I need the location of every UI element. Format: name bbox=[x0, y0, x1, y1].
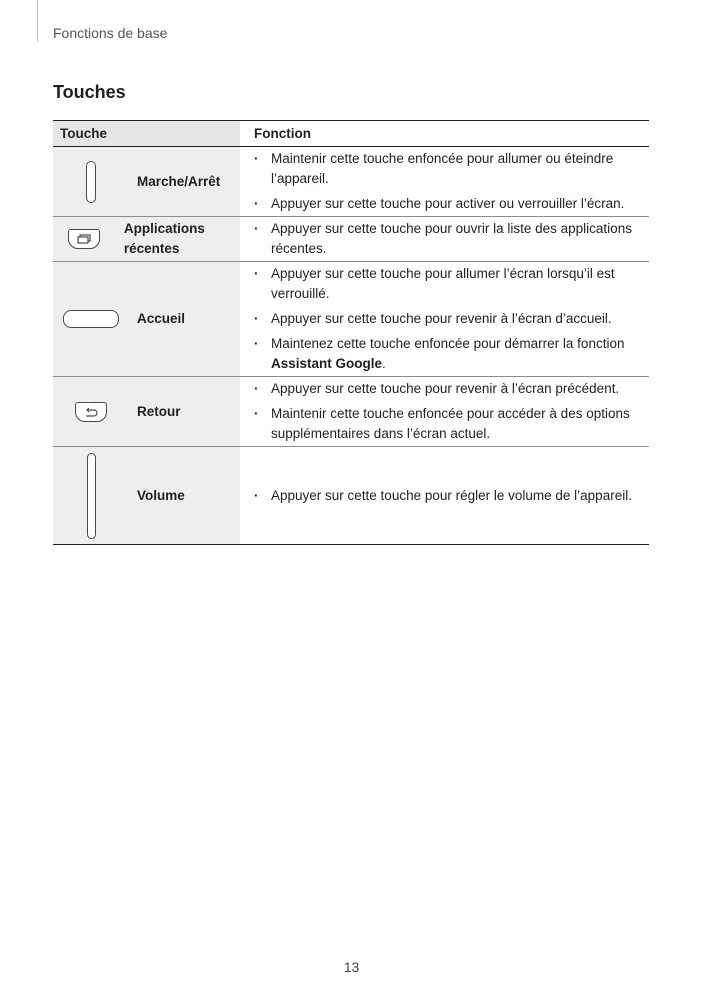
list-item: · Appuyer sur cette touche pour revenir à l’écran précédent. bbox=[254, 379, 649, 399]
key-label: Volume bbox=[137, 487, 185, 503]
list-item: · Appuyer sur cette touche pour régler le volume de l’appareil. bbox=[254, 486, 649, 506]
list-item: · Maintenir cette touche enfoncée pour allumer ou éteindre l’appareil. bbox=[254, 149, 649, 189]
header-rule bbox=[37, 0, 38, 42]
home-key-icon bbox=[63, 310, 119, 328]
back-key-icon bbox=[75, 402, 107, 422]
power-key-icon bbox=[86, 161, 96, 203]
key-label: Applications récentes bbox=[123, 221, 205, 256]
list-item: · Maintenir cette touche enfoncée pour accéder à des options supplémentaires dans l’écran actuel. bbox=[254, 404, 649, 444]
column-header-key: Touche bbox=[53, 121, 240, 147]
list-item-text: Maintenez cette touche enfoncée pour démarrer la fonction bbox=[271, 336, 625, 351]
volume-key-icon bbox=[87, 453, 96, 539]
column-header-function: Fonction bbox=[254, 126, 311, 141]
key-label: Retour bbox=[137, 403, 181, 419]
list-item bbox=[254, 334, 649, 374]
table-row bbox=[53, 217, 649, 262]
function-cell bbox=[240, 377, 649, 447]
list-item: · Appuyer sur cette touche pour ouvrir la liste des applications récentes. bbox=[254, 219, 649, 259]
page-number: 13 bbox=[343, 959, 360, 975]
assistant-google-name: Assistant Google bbox=[271, 356, 383, 371]
function-cell bbox=[240, 217, 649, 262]
table-row bbox=[53, 447, 649, 545]
list-item: · Appuyer sur cette touche pour activer ou verrouiller l’écran. bbox=[254, 194, 649, 214]
function-cell bbox=[240, 262, 649, 377]
function-cell bbox=[240, 147, 649, 217]
list-item-text: . bbox=[382, 356, 386, 371]
key-cell bbox=[53, 377, 240, 447]
running-header: Fonctions de base bbox=[53, 25, 168, 41]
table-row bbox=[53, 147, 649, 217]
table-header-row bbox=[53, 121, 649, 147]
recent-apps-key-icon bbox=[68, 229, 100, 249]
key-cell bbox=[53, 147, 240, 217]
keys-table bbox=[53, 120, 649, 545]
list-item: · Appuyer sur cette touche pour revenir à l’écran d’accueil. bbox=[254, 309, 649, 329]
key-cell bbox=[53, 217, 240, 262]
section-title: Touches bbox=[53, 82, 126, 102]
list-item: · Appuyer sur cette touche pour allumer l’écran lorsqu’il est verrouillé. bbox=[254, 264, 649, 304]
table-row bbox=[53, 262, 649, 377]
key-label: Accueil bbox=[137, 311, 186, 326]
key-label: Marche/Arrêt bbox=[137, 173, 221, 189]
table-row bbox=[53, 377, 649, 447]
key-cell bbox=[53, 262, 240, 377]
function-cell bbox=[240, 447, 649, 545]
key-cell bbox=[53, 447, 240, 545]
